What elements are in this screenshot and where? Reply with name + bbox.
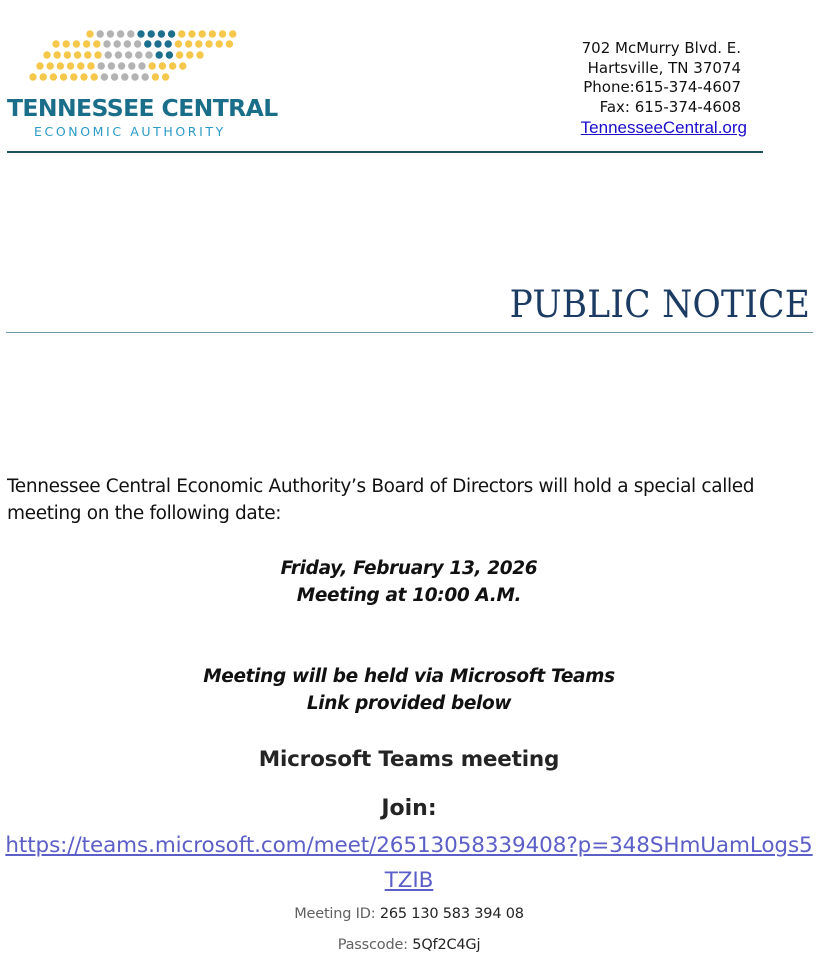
intro-line: meeting on the following date: [7, 502, 282, 524]
phone-number: Phone:615-374-4607 [583, 78, 741, 96]
meeting-date: Friday, February 13, 2026 [280, 558, 538, 579]
tennessee-dots-logo-icon [0, 0, 290, 92]
intro-line: Tennessee Central Economic Authority’s Board of Directors will hold a special called [7, 476, 755, 497]
fax-number: Fax: 615-374-4608 [599, 97, 741, 116]
passcode [0, 937, 818, 953]
meeting-venue: Meeting will be held via Microsoft Teams [203, 666, 615, 687]
teams-join-link[interactable]: https://teams.microsoft.com/meet/26513058339408?p=348SHmUamLogs5 [5, 833, 813, 858]
meeting-id [0, 906, 818, 922]
join-label: Join: [381, 796, 437, 821]
address-line-street: 702 McMurry Blvd. E. [581, 39, 741, 57]
address-line-city: Hartsville, TN 37074 [587, 58, 741, 77]
meeting-time: Meeting at 10:00 A.M. [296, 585, 522, 606]
notice-intro [7, 474, 797, 527]
meeting-id-label: Meeting ID: [294, 906, 376, 922]
teams-join-link-continued[interactable]: TZIB [384, 868, 434, 893]
page-title: PUBLIC NOTICE [509, 283, 810, 326]
logo-name: TENNESSEE CENTRAL [7, 94, 278, 122]
letterhead-address [580, 39, 747, 139]
link-note: Link provided below [306, 693, 512, 714]
passcode-value: 5Qf2C4Gj [412, 937, 481, 953]
tcea-logo [0, 0, 290, 150]
header-divider [7, 151, 763, 153]
passcode-label: Passcode: [337, 937, 408, 953]
teams-heading: Microsoft Teams meeting [258, 747, 560, 772]
meeting-id-value: 265 130 583 394 08 [379, 906, 524, 922]
logo-subtitle: ECONOMIC AUTHORITY [34, 124, 226, 139]
teams-join-link-block [0, 828, 818, 898]
website-link[interactable]: TennesseeCentral.org [580, 118, 747, 137]
title-divider [6, 332, 813, 333]
